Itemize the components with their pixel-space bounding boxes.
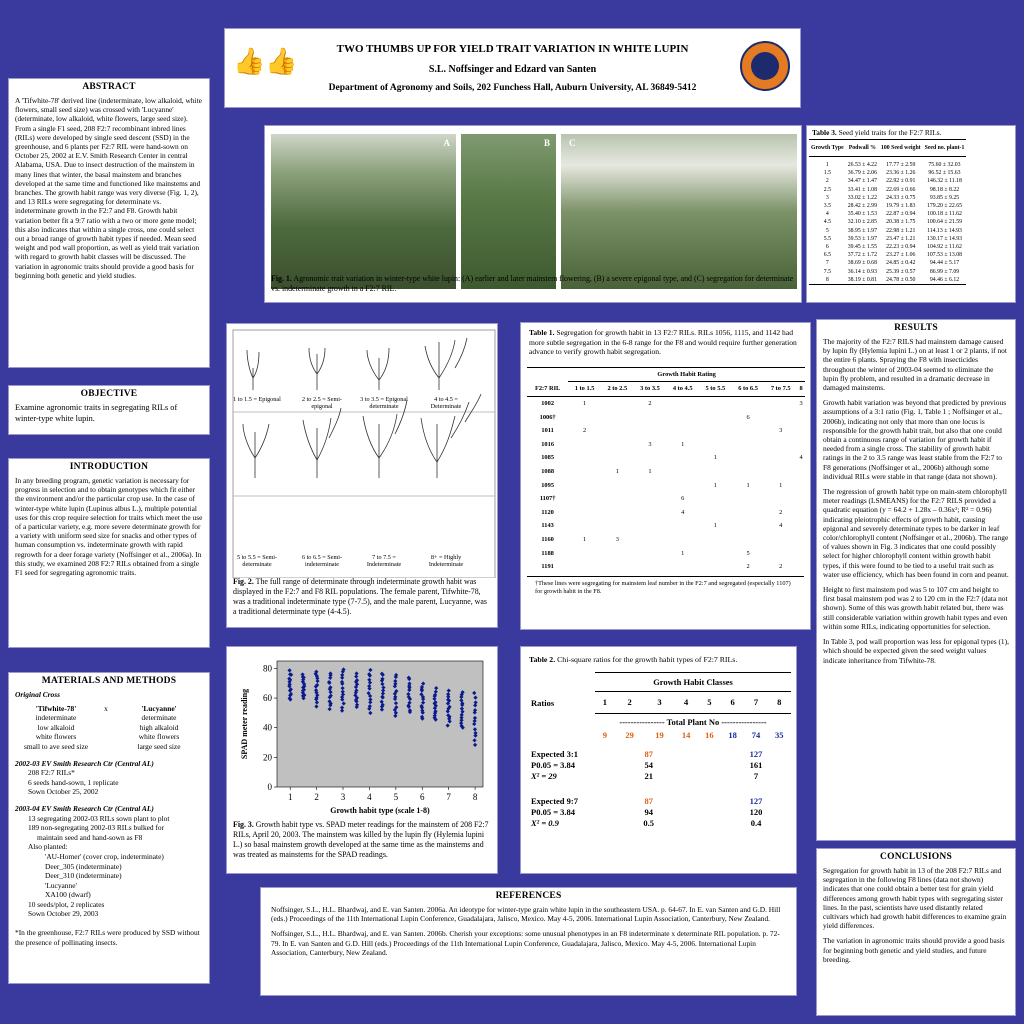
poster-title: TWO THUMBS UP FOR YIELD TRAIT VARIATION IN WHITE LUPIN	[336, 43, 689, 55]
objective-heading: OBJECTIVE	[80, 389, 138, 399]
cross-symbol: x	[104, 703, 108, 713]
plant-epigonal	[247, 350, 259, 390]
abstract-box	[8, 78, 210, 368]
table-1: Growth Habit Rating F2:7 RIL 1 to 1.5 2 to 2.5 3 to 3.5 4 to 4.5 5 to 5.5 6 to 6.5 7 to 7.5 8 1002 1 2 3 1006† 6 1011 2 3 1016 3 1 1085 1 4 1088 1 1 1095 1 1 1 1107† 6 1120 4 2 1143 1 4 1160 1 3 1188 1 5 1191 2 2	[527, 367, 805, 574]
table-3-row: 4 35.40 ± 1.53 22.87 ± 0.94 100.18 ± 11.62	[825, 211, 962, 218]
title-box	[224, 28, 801, 108]
plant-determinate	[425, 338, 467, 390]
conclusions-heading: CONCLUSIONS	[880, 852, 952, 862]
table-3-row: 2 34.47 ± 1.47 22.92 ± 0.91 146.32 ± 11.18	[825, 178, 962, 185]
x-tick-label: 8	[472, 792, 478, 802]
y-axis-label: SPAD meter reading	[240, 688, 249, 760]
x-tick-label: 3	[340, 792, 346, 802]
table-3-box	[806, 125, 1016, 303]
introduction-box	[8, 458, 210, 648]
table-3-row: 2.5 33.41 ± 1.08 22.69 ± 0.66 98.18 ± 8.22	[823, 186, 960, 193]
y-tick-label: 20	[263, 752, 272, 763]
plant-semi-determinate	[243, 424, 269, 478]
plant-semi-indeterminate	[303, 408, 341, 478]
spad-scatter-chart	[229, 649, 495, 819]
habit-label-8: 8+ = Highly Indeterminate	[428, 554, 464, 569]
methods-box	[8, 672, 210, 984]
y-tick-label: 40	[263, 722, 272, 733]
objective-text: Examine agronomic traits in segregating RILs of winter-type white lupin.	[15, 403, 178, 423]
table-1-row: 1006† 6	[539, 413, 750, 421]
methods-sec1-title: 2002-03 EV Smith Research Ctr (Central AL)	[15, 758, 154, 768]
table-3-row: 6 39.45 ± 1.55 22.23 ± 0.94 104.92 ± 11.62	[825, 244, 962, 251]
table-3-row: 1 26.53 ± 4.22 17.77 ± 2.59 75.60 ± 32.03	[825, 162, 961, 168]
table-2: Growth Habit Classes Ratios 1 2 3 4 5 6 7 8 ---------------- Total Plant No ---------------- 9 29 19 14 16 18 74 35 Expected 3:1 87 127 P0.05 = 3.84 54 161 X² = 29 21 7 Expected 9:7 87 127 P0.05 = 3.84 94 120 X² = 0.9 0.5 0.4	[529, 672, 791, 829]
methods-footnote: *In the greenhouse, F2:7 RILs were produced by SSD without the presence of pollinating insects.	[15, 928, 200, 947]
table-3-row: 7 38.69 ± 0.68 24.85 ± 0.42 94.44 ± 5.17	[825, 260, 960, 267]
x-tick-label: 1	[287, 792, 293, 802]
photo-c-label: C	[569, 138, 576, 148]
x-tick-label: 4	[367, 792, 372, 802]
table-3-row: 1.5 36.79 ± 2.06 23.36 ± 1.26 96.52 ± 15.63	[823, 170, 961, 177]
introduction-heading: INTRODUCTION	[69, 462, 149, 472]
thumbs-up-icon: 👍👍	[233, 47, 298, 76]
table-1-caption: Table 1. Segregation for growth habit in 13 F2:7 RILs. RILs 1056, 1115, and 1142 had more subtle segregation in the 6-8 range for the F8 and would require further generation advance to verify growth habit segregation.	[529, 328, 797, 357]
figure-2-caption: Fig. 2. The full range of determinate through indeterminate growth habit was displayed in the F2:7 and F8 RIL populations. The female parent, Tifwhite-78, was a traditional indeterminate type (7-7.5), and the male parent, Lucyanne, was a traditional determinate type (4-4.5).	[233, 577, 487, 616]
plant-epigonal-determinate	[367, 348, 389, 390]
habit-label-3: 3 to 3.5 = Epigonal determinate	[360, 396, 408, 411]
references-heading: REFERENCES	[495, 891, 562, 901]
table-3-row: 6.5 37.72 ± 1.72 23.27 ± 1.06 107.53 ± 13.08	[823, 252, 963, 259]
poster-authors: S.L. Noffsinger and Edzard van Santen	[428, 64, 597, 75]
table-1-footnote: †These lines were segregating for mainstem leaf number in the F2:7 and segregated (especially 1107) for growth habit in the F8.	[527, 576, 804, 600]
table-3-row: 3 33.02 ± 1.22 24.33 ± 0.75 93.85 ± 9.25	[825, 194, 960, 201]
methods-heading: MATERIALS AND METHODS	[41, 676, 177, 686]
plot-area	[277, 661, 483, 787]
growth-habit-diagram	[229, 328, 497, 578]
conclusions-box	[816, 848, 1016, 1016]
habit-label-7: 7 to 7.5 = Indeterminate	[366, 554, 402, 569]
photo-b-label: B	[543, 138, 550, 148]
table-1-row: 1160 1 3	[541, 535, 619, 543]
habit-label-6: 6 to 6.5 = Semi-indeterminate	[301, 554, 343, 569]
parent1-list: 'Tifwhite-78' indeterminate low alkaloid white flowers small to ave seed size	[23, 703, 89, 751]
figure-1-caption: Fig. 1. Agronomic trait variation in winter-type white lupin: (A) earlier and later mainstem flowering, (B) a severe epigonal type, and (C) segregation for determinate vs. indeterminate growth in a F2:7 RIL.	[271, 274, 794, 293]
y-tick-label: 60	[263, 693, 272, 704]
table-3-row: 3.5 28.42 ± 2.99 19.79 ± 1.83 179.20 ± 22.65	[823, 203, 963, 210]
table-1-row: 1002 1 2 3	[541, 399, 803, 407]
table-1-row: 1143 1 4	[541, 522, 783, 530]
table-1-row: 1085 1 4	[541, 454, 803, 462]
table-3-row: 5 38.95 ± 1.97 22.98 ± 1.21 114.13 ± 14.93	[825, 227, 962, 234]
table-1-row: 1095 1 1 1	[541, 481, 783, 489]
x-tick-label: 6	[420, 792, 425, 802]
photo-c	[561, 134, 797, 289]
table-3-row: 4.5 32.10 ± 2.85 20.38 ± 1.75 100.64 ± 21.59	[823, 219, 963, 226]
figure-3-caption: Fig. 3. Growth habit type vs. SPAD meter readings for the mainstem of 208 F2:7 RILs, April 20, 2003. The mainstem was killed by the lupin fly (Hylemia lupini L.) so basal mainstem growth developed at the same time as the mainstems and was treated as mainstems for the SPAD readings.	[233, 820, 489, 859]
x-tick-label: 2	[314, 792, 319, 802]
table-1-row: 1088 1 1	[541, 467, 652, 475]
objective-box	[8, 385, 210, 435]
photo-b	[461, 134, 556, 289]
table-3-row: 5.5 39.53 ± 1.97 23.47 ± 1.21 130.17 ± 14.93	[823, 235, 963, 242]
figure-3-box	[226, 646, 498, 874]
figure-2-box	[226, 323, 498, 628]
original-cross-label: Original Cross	[15, 690, 60, 699]
parent2-list: 'Lucyanne' determinate high alkaloid white flowers large seed size	[137, 703, 181, 751]
figure-1-box	[264, 125, 802, 303]
methods-sec1-lines: 208 F2:7 RILs* 6 seeds hand-sown, 1 replicate Sown October 25, 2002	[28, 768, 119, 797]
photo-a-label: A	[443, 138, 450, 148]
table-1-row: 1188 1 5	[541, 549, 750, 557]
results-box	[816, 319, 1016, 841]
poster-affiliation: Department of Agronomy and Soils, 202 Funchess Hall, Auburn University, AL 36849-5412	[328, 83, 697, 93]
table-1-row: 1011 2 3	[541, 427, 783, 435]
table-3: Growth Type Podwall % 100 Seed weight Seed no. plant-1 1 26.53 ± 4.22 17.77 ± 2.59 75.60 ± 32.03 1.5 36.79 ± 2.06 23.36 ± 1.26 96.52 ± 15.63 2 34.47 ± 1.47 22.92 ± 0.91 146.32 ± 11.18 2.5 33.41 ± 1.08 22.69 ± 0.66 98.18 ± 8.22 3 33.02 ± 1.22 24.33 ± 0.75 93.85 ± 9.25 3.5 28.42 ± 2.99 19.79 ± 1.83 179.20 ± 22.65 4 35.40 ± 1.53 22.87 ± 0.94 100.18 ± 11.62 4.5 32.10 ± 2.85 20.38 ± 1.75 100.64 ± 21.59 5 38.95 ± 1.97 22.98 ± 1.21 114.13 ± 14.93 5.5 39.53 ± 1.97 23.47 ± 1.21 130.17 ± 14.93 6 39.45 ± 1.55 22.23 ± 0.94 104.92 ± 11.62 6.5 37.72 ± 1.72 23.27 ± 1.06 107.53 ± 13.08 7 38.69 ± 0.68 24.85 ± 0.42 94.44 ± 5.17 7.5 36.14 ± 0.93 25.39 ± 0.57 86.99 ± 7.09 8 38.19 ± 0.81 24.78 ± 0.50 94.46 ± 6.12	[809, 139, 966, 285]
y-tick-label: 80	[263, 663, 272, 674]
university-seal-icon	[740, 41, 790, 91]
x-tick-label: 5	[393, 792, 399, 802]
results-text: The majority of the F2:7 RILS had mainstem damage caused by lupin fly (Hylemia lupini L.) on at least 1 or 2 plants, if not the entire 6 plants. Spraying the F8 with insecticides throughout the winter of 2003-04 seemed to eliminate the lupin fly problem, and resulted in a dramatic decrease in damaged mainstems. Growth habit variation was beyond that predicted by previous assumptions of a 3:1 ratio (Fig. 1, Table 1 ; Noffsinger et al., 2006b), indicating not only that more than one locus is responsible for the growth habit trait, but also that one could obtain a continuous range of variation for growth habit if needed from a single cross. The stability of growth habit ratings in the 2 to 3.5 range was least stable from the F2:7 to F8 generations (Noffsinger et al., 2006b) although some individual RILs were stable in that range (data not shown). The regression of growth habit type on main-stem chlorophyll meter readings (LSMEANS) for the F2:7 RILS provided a quadratic equation (y = 64.2 + 1.28x – 0.36x²; R² = 0.96) indicating pleiotrophic effects of growth habit, causing epigonal and severely determinate types to be darker in leaf color/chlorophyll content (Noffsinger et al., 2006b). The range of values shown in Fig. 3 indicates that one could possibly select for higher chlorophyll content within growth habit types, if this were found to be tied to a useful trait such as water use efficiency, which has been found in corn and peanut. Height to first mainstem pod was 5 to 107 cm and height to first basal mainstem pod was 2 to 120 cm in the F2:7 (data not shown). Some of this was growth habit related but, there was still considerable variation within growth habit types and even within some RILs, indicating opportunities for selection. In Table 3, pod wall proportion was less for epigonal types (1), which should be expected given the seed weight values indicate inheritance from Tifwhite-78.	[823, 337, 1009, 665]
conclusions-text: Segregation for growth habit in 13 of the 208 F2:7 RILs and segregation in the following F8 lines (data not shown) indicates that one could obtain a better test for grain yield differences among growth habit types with segregating sister lines. In the past, scientists have used distantly related cultivars which had growth habit differences to examine grain yield differences. The variation in agronomic traits should provide a good basis for beginning both genetic and yield studies, and future breeding.	[823, 866, 1007, 964]
table-1-row: 1107† 6	[539, 495, 685, 503]
table-3-caption: Table 3. Seed yield traits for the F2:7 RILs.	[812, 128, 942, 137]
table-1-box	[520, 322, 811, 630]
methods-sec2-title: 2003-04 EV Smith Research Ctr (Central AL)	[15, 803, 154, 813]
table-1-row: 1016 3 1	[541, 440, 685, 448]
table-3-row: 7.5 36.14 ± 0.93 25.39 ± 0.57 86.99 ± 7.09	[823, 268, 960, 275]
table-1-row: 1120 4 2	[541, 508, 783, 516]
table-2-box	[520, 646, 797, 874]
abstract-text: A 'Tifwhite-78' derived line (indeterminate, low alkaloid, white flowers, small seed size) was crossed with 'Lucyanne' (determinate, low alkaloid, white flowers, large seed size). From a single F1 seed, 208 F2:7 recombinant inbred lines (RILs) were developed by single seed descent (SSD) in the greenhouse, and 6 plants per F2:7 RIL were hand-sown on October 25, 2002 at E.V. Smith Research Center in central Alabama, USA. Due to insect destruction of the mainstem in many lines that winter, the basal mainstem and branches developed at the same time and functioned like mainstems and branches. The growth habit range was very diverse (Fig. 1, 2), and 13 RILs were segregating for determinate vs. indeterminate growth in the F2:7 and F8. Growth habit variation better fit a 9:7 ratio with a two or more gene model; this also indicates that within a single cross, one could select out a broad range of growth habit types if needed. Mean seed weight and pod wall proportion, as well as yield trait variation with regard to growth habit classes will be discussed. The variation in agronomic traits should provide a good basis for beginning both genetic and yield studies.	[15, 96, 202, 280]
habit-label-1: 1 to 1.5 = Epigonal	[233, 396, 281, 403]
table-1-row: 1191 2 2	[541, 563, 783, 571]
references-box	[260, 887, 797, 996]
habit-label-2: 2 to 2.5 = Semi-epigonal	[301, 396, 343, 411]
table-3-row: 8 38.19 ± 0.81 24.78 ± 0.50 94.46 ± 6.12	[809, 276, 966, 285]
abstract-heading: ABSTRACT	[82, 82, 136, 92]
habit-label-5: 5 to 5.5 = Semi-determinate	[236, 554, 278, 569]
y-tick-label: 0	[267, 782, 272, 792]
results-heading: RESULTS	[894, 323, 938, 333]
references-list: Noffsinger, S.L., H.L. Bhardwaj, and E. van Santen. 2006a. An ideotype for winter-type grain white lupin in the southeastern USA. p. 64-67. In E. van Santen and G.D. Hill (eds.) Proceedings of the 11th International Lupin Conference, Guadalajara, Jalisco, Mexico. May 4-5, 2006. International Lupin Association, Canterbury, New Zealand. Noffsinger, S.L., H.L. Bhardwaj, and E. van Santen. 2006b. Cherish your exceptions: some unusual phenotypes in an F8 indeterminate x determinate RIL population. p. 72-79. In E. van Santen and G.D. Hill (eds.) Proceedings of the 11th International Lupin Conference, Guadalajara, Jalisco, Mexico. May 4-5, 2006. International Lupin Association, Canterbury, New Zealand.	[271, 905, 781, 957]
x-tick-label: 7	[446, 792, 451, 802]
habit-label-4: 4 to 4.5 = Determinate	[430, 396, 462, 411]
x-axis-label: Growth habit type (scale 1-8)	[330, 806, 430, 815]
table-2-caption: Table 2. Chi-square ratios for the growth habit types of F2:7 RILs.	[529, 655, 738, 664]
photo-a	[271, 134, 456, 289]
methods-sec2-lines: 13 segregating 2002-03 RILs sown plant to plot 189 non-segregating 2002-03 RILs bulked for maintain seed and hand-sown as F8 Also planted: 'AU-Homer' (cover crop, indeterminate) Deer_305 (indeterminate) Deer_310 (indeterminate) 'Lucyanne' XA100 (dwarf) 10 seeds/plot, 2 replicates Sown October 29, 2003	[28, 813, 170, 919]
plant-semi-epigonal	[309, 348, 325, 390]
introduction-text: In any breeding program, genetic variation is necessary for progress in selection and to obtain genotypes which fit either the environment and/or the particular crop use. In the case of winter-type white lupin (Lupinus albus L.), multiple potential uses for this crop require selection for traits which meet the use of a particular variety, e.g. more severe determinate growth for a variety with uniform seed size for snacks and other types of human consumption vs. indeterminate growth with rapid regrowth for a deer forage variety (Noffsinger et al., 2006a). In this study, we examined 208 F2:7 RILs obtained from a single F1 seed for segregating agronomic traits.	[15, 476, 203, 578]
